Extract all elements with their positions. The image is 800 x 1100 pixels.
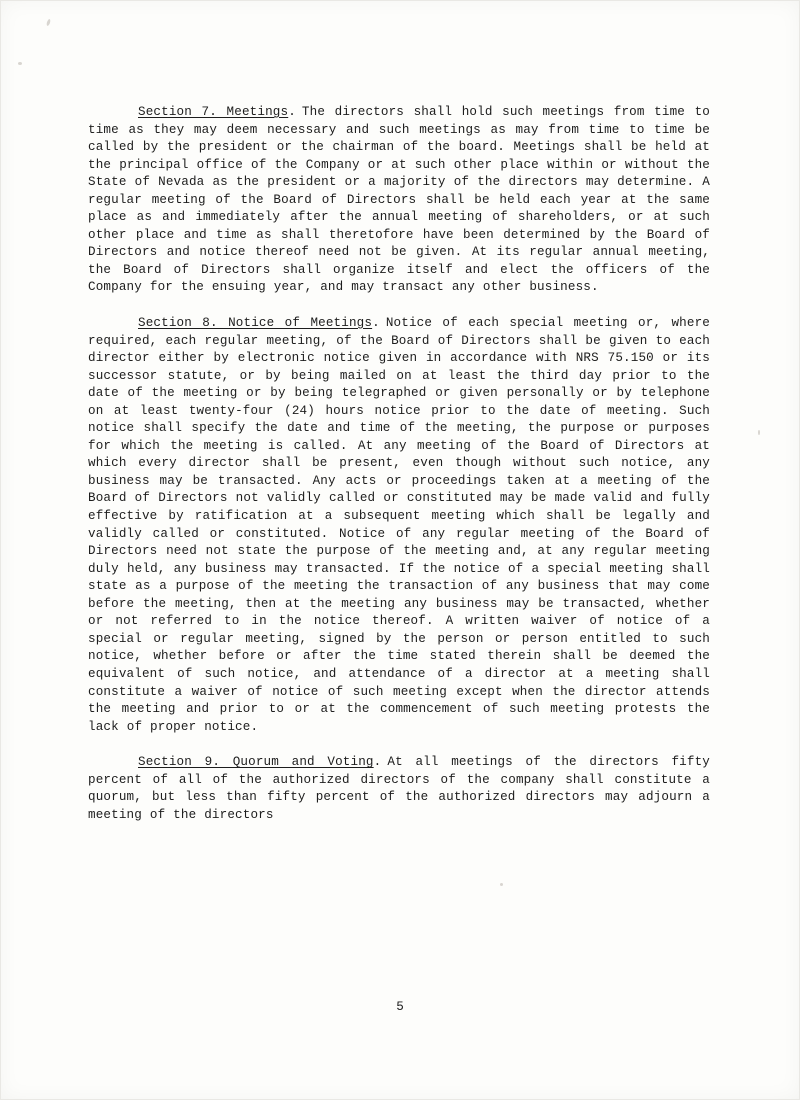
section-8-heading-period: . bbox=[372, 316, 380, 331]
section-paragraph-9 bbox=[88, 754, 710, 824]
scan-artifact-speck bbox=[758, 430, 760, 435]
scan-artifact-speck bbox=[18, 62, 22, 65]
section-9-heading: Section 9. Quorum and Voting bbox=[138, 755, 374, 770]
section-8-text: Notice of each special meeting or, where required, each regular meeting, of the Board of Directors shall be given to each director either by electronic notice given in accordance with NRS 75.150 or its successor statute, or by being mailed on at least the third day prior to the date of the meeting or by being telegraphed or given personally or by telephone on at least twenty-four (24) hours notice prior to the date of meeting. Such notice shall specify the date and time of the meeting, the purpose or purposes for which the meeting is called. At any meeting of the Board of Directors at which every director shall be present, even though without such notice, any business may be transacted. Any acts or proceedings taken at a meeting of the Board of Directors not validly called or constituted may be made valid and fully effective by ratification at a subsequent meeting which shall be legally and validly called or constituted. Notice of any regular meeting of the Board of Directors need not state the purpose of the meeting and, at any regular meeting duly held, any business may transacted. If the notice of a special meeting shall state as a purpose of the meeting the transaction of any business that may come before the meeting, then at the meeting any business may be transacted, whether or not referred to in the notice thereof. A written waiver of notice of a special or regular meeting, signed by the person or person entitled to such notice, whether before or after the time stated therein shall be deemed the equivalent of such notice, and attendance of a director at a meeting shall constitute a waiver of notice of such meeting except when the director attends the meeting and prior to or at the commencement of such meeting protests the lack of proper notice. bbox=[88, 316, 710, 734]
section-8-heading: Section 8. Notice of Meetings bbox=[138, 316, 373, 331]
section-9-heading-period: . bbox=[373, 755, 382, 770]
section-paragraph-8 bbox=[88, 315, 710, 736]
section-7-text: The directors shall hold such meetings from time to time as they may deem necessary and such meetings as may from time to time be called by the president or the chairman of the board. Meetings shall be held at the principal office of the Company or at such other place within or without the State of Nevada as the president or a majority of the directors may determine. A regular meeting of the Board of Directors shall be held each year at the same place as and immediately after the annual meeting of shareholders, or at such other place and time as shall theretofore have been determined by the Board of Directors and notice thereof need not be given. At its regular annual meeting, the Board of Directors shall organize itself and elect the officers of the Company for the ensuing year, and may transact any other business. bbox=[88, 105, 711, 295]
section-9-text: At all meetings of the directors fifty percent of all of the authorized directors of the company shall constitute a quorum, but less than fifty percent of the authorized directors may adjourn a meeting of the directors bbox=[88, 755, 710, 822]
document-body bbox=[88, 104, 710, 824]
section-7-heading: Section 7. Meetings bbox=[138, 105, 289, 119]
section-7-heading-period: . bbox=[288, 105, 296, 119]
page-number: 5 bbox=[396, 1000, 404, 1014]
scan-artifact-speck bbox=[46, 19, 51, 27]
scan-artifact-speck bbox=[500, 883, 503, 886]
section-paragraph-7 bbox=[88, 104, 710, 297]
